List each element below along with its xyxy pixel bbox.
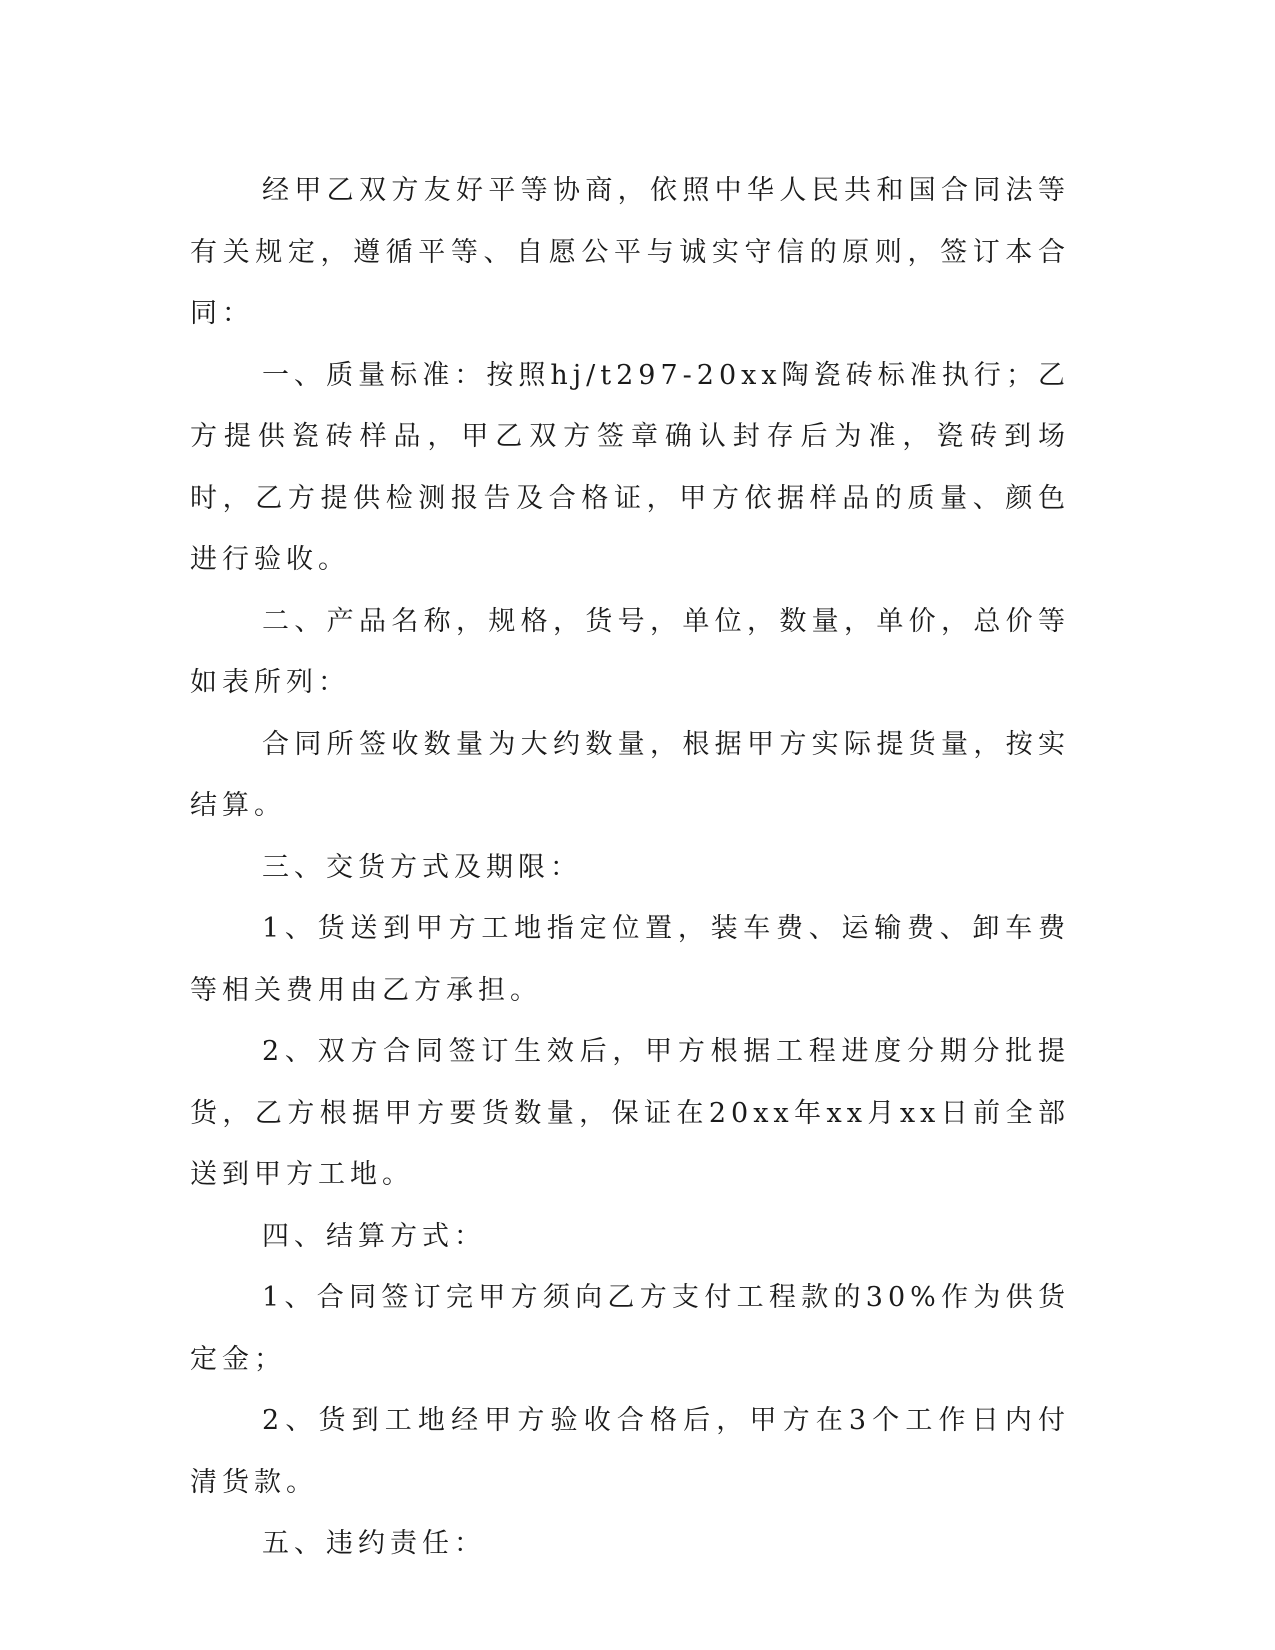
paragraph-quantity-note: 合同所签收数量为大约数量，根据甲方实际提货量，按实结算。 — [190, 728, 1070, 821]
paragraph-liability-heading: 五、违约责任： — [262, 1528, 486, 1559]
paragraph-delivery-heading: 三、交货方式及期限： — [262, 851, 582, 883]
paragraph-preamble: 经甲乙双方友好平等协商，依照中华人民共和国合同法等有关规定，遵循平等、自愿公平与诚实守信的原则，签订本合同： — [190, 175, 1070, 329]
paragraph-settlement-item-1: 1、合同签订完甲方须向乙方支付工程款的30%作为供货定金； — [190, 1282, 1070, 1375]
paragraph-settlement-heading: 四、结算方式： — [262, 1220, 486, 1252]
paragraph-product-list: 二、产品名称，规格，货号，单位，数量，单价，总价等如表所列： — [190, 605, 1070, 698]
paragraph-delivery-item-2: 2、双方合同签订生效后，甲方根据工程进度分期分批提货，乙方根据甲方要货数量，保证在20xx年xx月xx日前全部送到甲方工地。 — [190, 1036, 1070, 1190]
paragraph-settlement-item-2: 2、货到工地经甲方验收合格后，甲方在3个工作日内付清货款。 — [190, 1405, 1070, 1498]
paragraph-quality-standard: 一、质量标准：按照hj/t297-20xx陶瓷砖标准执行；乙方提供瓷砖样品，甲乙双方签章确认封存后为准，瓷砖到场时，乙方提供检测报告及合格证，甲方依据样品的质量、颜色进行验收。 — [190, 359, 1070, 575]
paragraph-delivery-item-1: 1、货送到甲方工地指定位置，装车费、运输费、卸车费等相关费用由乙方承担。 — [190, 913, 1070, 1006]
document-body — [190, 160, 1070, 1575]
